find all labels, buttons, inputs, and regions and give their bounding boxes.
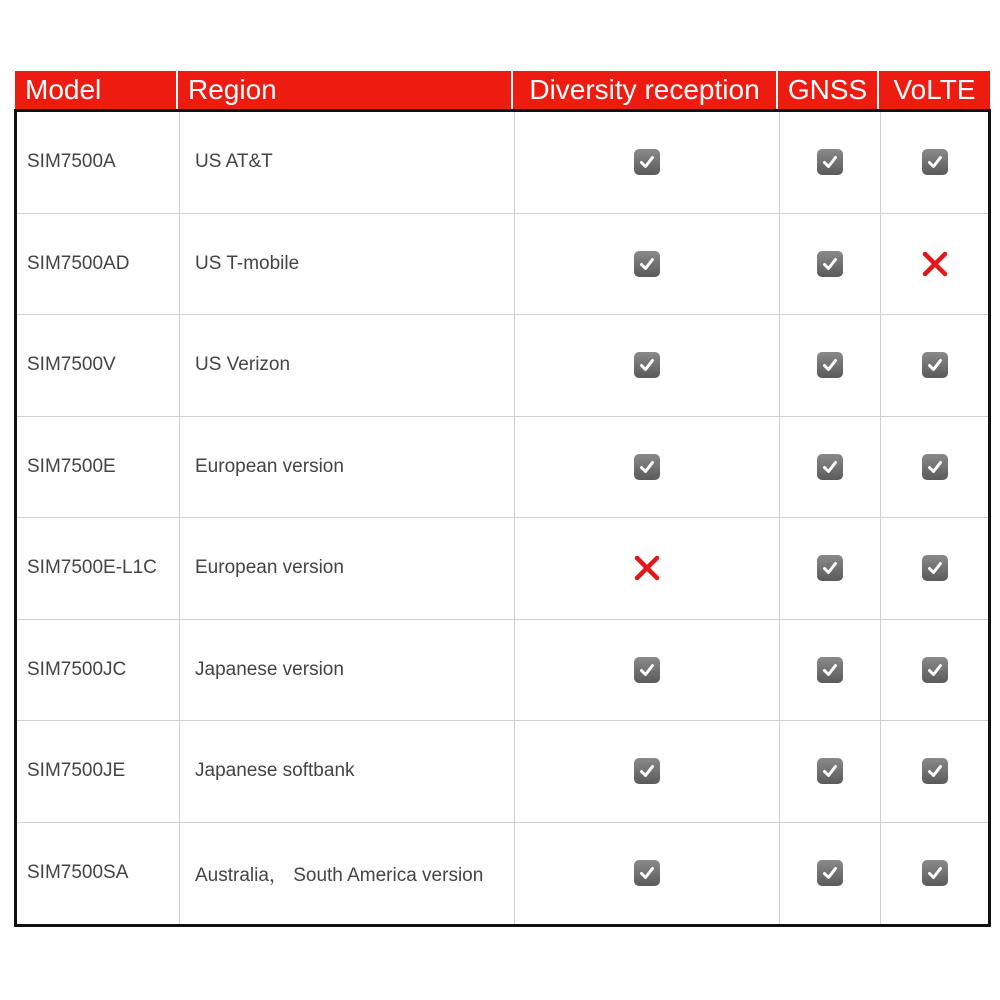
diversity-cell [515, 214, 780, 315]
checkbox-checked-icon [817, 454, 843, 480]
diversity-cell [515, 518, 780, 619]
table-row [17, 214, 988, 316]
checkbox-checked-icon [922, 555, 948, 581]
checkbox-checked-icon [634, 454, 660, 480]
checkbox-checked-icon [817, 758, 843, 784]
region-cell: Australia， South America version [180, 823, 515, 925]
gnss-cell [780, 823, 881, 925]
header-region: Region [178, 71, 513, 109]
diversity-cell [515, 823, 780, 925]
region-cell: US Verizon [180, 315, 515, 416]
model-cell: SIM7500JC [17, 620, 180, 721]
diversity-cell [515, 721, 780, 822]
header-gnss: GNSS [778, 71, 879, 109]
comparison-table [15, 71, 990, 927]
volte-cell [881, 214, 988, 315]
table-row [17, 620, 988, 722]
volte-cell [881, 721, 988, 822]
gnss-cell [780, 721, 881, 822]
header-diversity: Diversity reception [513, 71, 778, 109]
checkbox-checked-icon [817, 657, 843, 683]
gnss-cell [780, 620, 881, 721]
region-cell: European version [180, 518, 515, 619]
red-cross-icon [920, 249, 950, 279]
checkbox-checked-icon [634, 758, 660, 784]
table-row [17, 112, 988, 214]
region-cell: US T-mobile [180, 214, 515, 315]
region-cell: European version [180, 417, 515, 518]
checkbox-checked-icon [922, 758, 948, 784]
checkbox-checked-icon [634, 860, 660, 886]
gnss-cell [780, 315, 881, 416]
gnss-cell [780, 112, 881, 213]
checkbox-checked-icon [922, 657, 948, 683]
table-row [17, 823, 988, 925]
gnss-cell [780, 518, 881, 619]
model-cell: SIM7500E-L1C [17, 518, 180, 619]
red-cross-icon [632, 553, 662, 583]
checkbox-checked-icon [817, 251, 843, 277]
gnss-cell [780, 214, 881, 315]
volte-cell [881, 518, 988, 619]
header-volte: VoLTE [893, 74, 976, 105]
region-cell: Japanese version [180, 620, 515, 721]
checkbox-checked-icon [922, 149, 948, 175]
table-row [17, 417, 988, 519]
table-row [17, 315, 988, 417]
checkbox-checked-icon [634, 149, 660, 175]
table-row [17, 518, 988, 620]
volte-cell [881, 417, 988, 518]
model-cell: SIM7500JE [17, 721, 180, 822]
diversity-cell [515, 417, 780, 518]
model-cell: SIM7500A [17, 112, 180, 213]
volte-cell [881, 823, 988, 925]
model-cell: SIM7500SA [17, 823, 180, 925]
gnss-cell [780, 417, 881, 518]
region-cell: US AT&T [180, 112, 515, 213]
table-header [15, 71, 990, 109]
table-row [17, 721, 988, 823]
checkbox-checked-icon [922, 860, 948, 886]
volte-cell [881, 315, 988, 416]
checkbox-checked-icon [817, 555, 843, 581]
checkbox-checked-icon [817, 149, 843, 175]
model-cell: SIM7500E [17, 417, 180, 518]
volte-cell [881, 620, 988, 721]
header-model: Model [15, 71, 178, 109]
checkbox-checked-icon [922, 352, 948, 378]
diversity-cell [515, 620, 780, 721]
checkbox-checked-icon [634, 352, 660, 378]
checkbox-checked-icon [634, 251, 660, 277]
checkbox-checked-icon [634, 657, 660, 683]
checkbox-checked-icon [922, 454, 948, 480]
model-cell: SIM7500V [17, 315, 180, 416]
region-cell: Japanese softbank [180, 721, 515, 822]
checkbox-checked-icon [817, 352, 843, 378]
volte-cell [881, 112, 988, 213]
diversity-cell [515, 112, 780, 213]
table-body [14, 109, 991, 927]
diversity-cell [515, 315, 780, 416]
checkbox-checked-icon [817, 860, 843, 886]
model-cell: SIM7500AD [17, 214, 180, 315]
